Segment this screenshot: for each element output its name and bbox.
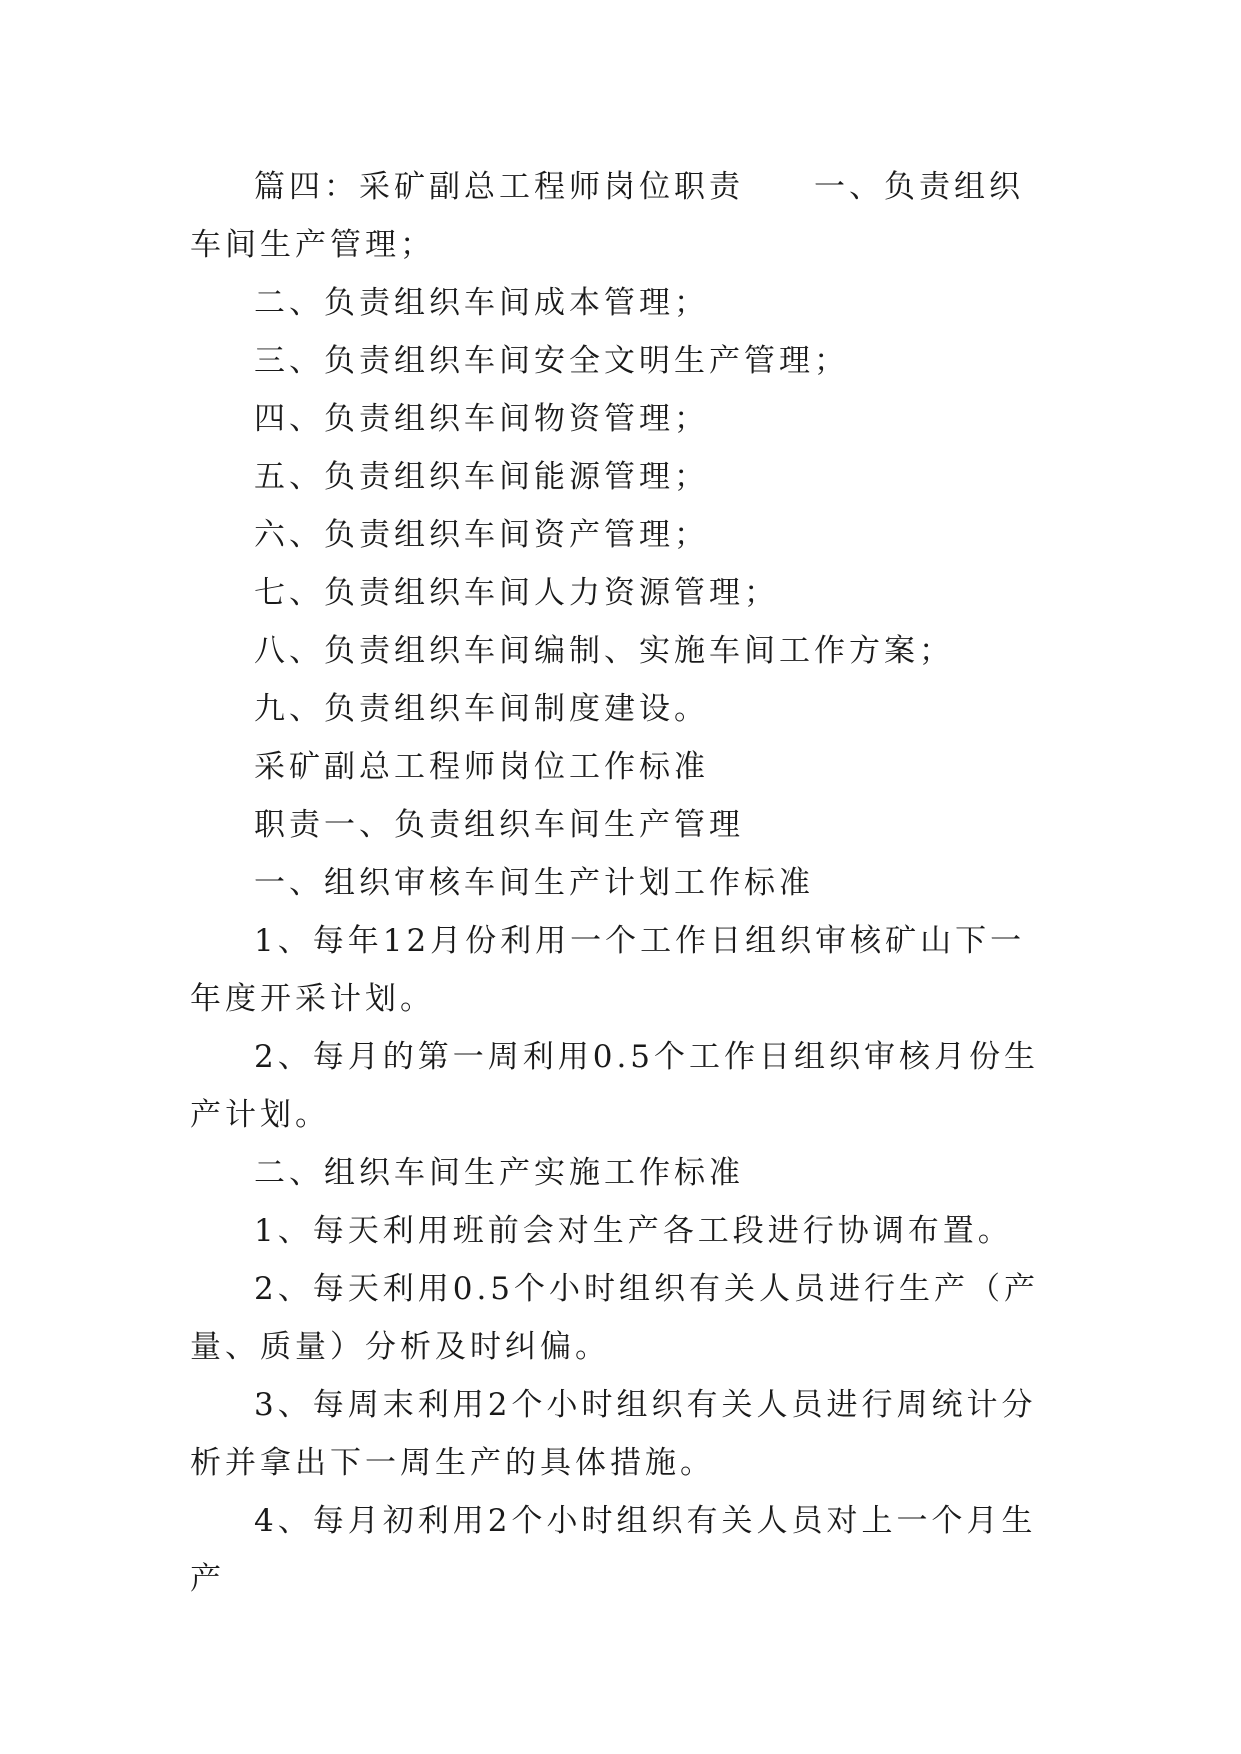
subsection-heading: 二、组织车间生产实施工作标准 xyxy=(254,1155,744,1191)
section-title: 采矿副总工程师岗位工作标准 xyxy=(254,749,709,785)
paragraph: 2、每天利用0.5个小时组织有关人员进行生产（产量、质量）分析及时纠偏。 xyxy=(190,1271,1040,1365)
paragraph: 2、每月的第一周利用0.5个工作日组织审核月份生产计划。 xyxy=(190,1039,1040,1133)
paragraph: 八、负责组织车间编制、实施车间工作方案； xyxy=(254,633,954,669)
paragraph: 六、负责组织车间资产管理； xyxy=(254,517,709,553)
subsection-heading: 一、组织审核车间生产计划工作标准 xyxy=(254,865,814,901)
paragraph: 五、负责组织车间能源管理； xyxy=(254,459,709,495)
paragraph: 九、负责组织车间制度建设。 xyxy=(254,691,709,727)
paragraph: 4、每月初利用2个小时组织有关人员对上一个月生产 xyxy=(190,1503,1037,1597)
section-heading: 职责一、负责组织车间生产管理 xyxy=(254,807,744,843)
paragraph: 七、负责组织车间人力资源管理； xyxy=(254,575,779,611)
document-body xyxy=(190,158,1050,1608)
paragraph: 三、负责组织车间安全文明生产管理； xyxy=(254,343,849,379)
paragraph: 3、每周末利用2个小时组织有关人员进行周统计分析并拿出下一周生产的具体措施。 xyxy=(190,1387,1037,1481)
paragraph: 1、每天利用班前会对生产各工段进行协调布置。 xyxy=(254,1213,1013,1249)
paragraph: 1、每年12月份利用一个工作日组织审核矿山下一年度开采计划。 xyxy=(190,923,1026,1017)
paragraph: 二、负责组织车间成本管理； xyxy=(254,285,709,321)
paragraph: 四、负责组织车间物资管理； xyxy=(254,401,709,437)
paragraph: 篇四：采矿副总工程师岗位职责 一、负责组织车间生产管理； xyxy=(190,169,1024,263)
